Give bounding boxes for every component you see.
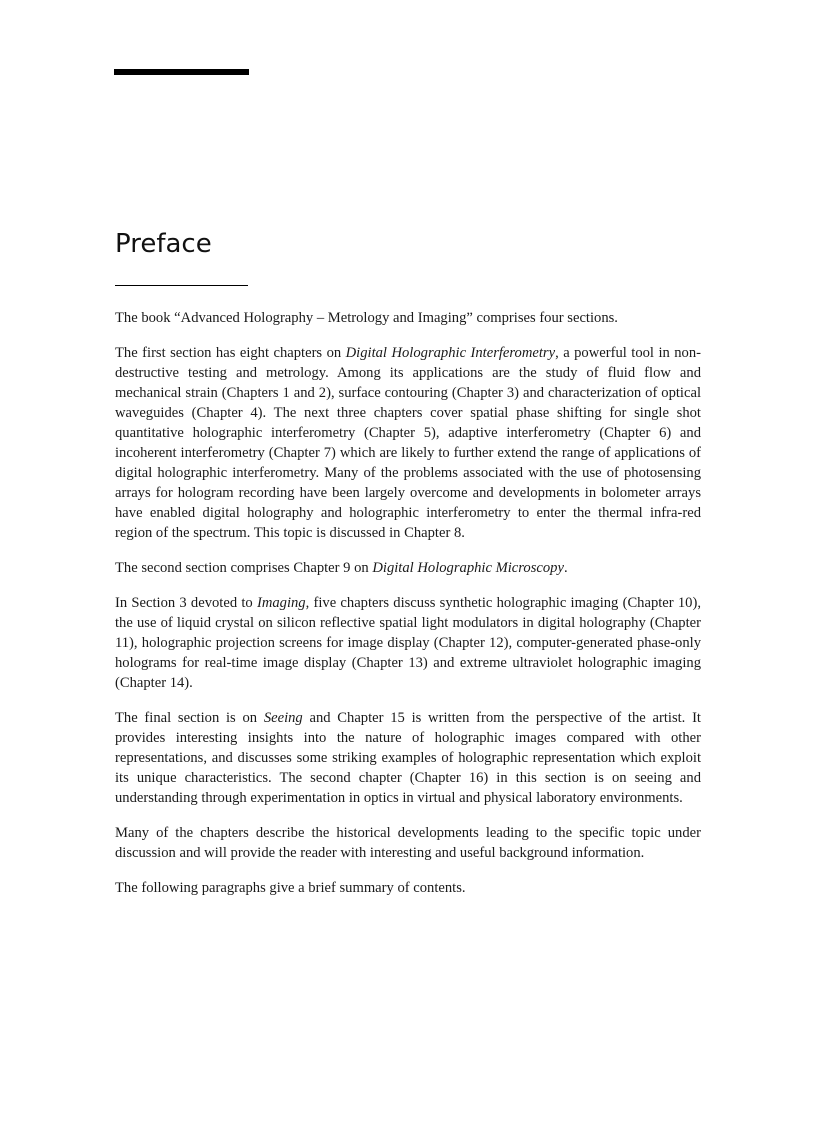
paragraph-intro: The book “Advanced Holography – Metrology and Imaging” comprises four sections.: [115, 310, 618, 326]
paragraph-text: and Chapter 15 is written from the perspective of the artist. It provides interesting insights into the nature of holographic images compared with other representations, and discusses some striking examples of holographic representation which exploit its unique characteristics. The second chapter (Chapter 16) in this section is on seeing and understanding through experimentation in optics in virtual and physical laboratory environments.: [115, 710, 701, 806]
paragraph-text: The second section comprises Chapter 9 on: [115, 560, 373, 576]
paragraph-text: The first section has eight chapters on: [115, 345, 346, 361]
paragraph-text: In Section 3 devoted to: [115, 595, 257, 611]
paragraph-historical: Many of the chapters describe the historical developments leading to the specific topic under discussion and will provide the reader with interesting and useful background information.: [115, 825, 701, 861]
italic-term: Imaging: [256, 595, 306, 611]
paragraph-text: .: [563, 560, 568, 576]
paragraph-section-2: [115, 558, 701, 578]
paragraph-text: , five chapters discuss synthetic holographic imaging (Chapter 10), the use of liquid crystal on silicon reflective spatial light modulators in digital holography (Chapter 11), holographic projection screens for image display (Chapter 12), computer-generated phase-only holograms for real-time image display (Chapter 13) and extreme ultraviolet holographic imaging (Chapter 14).: [115, 595, 701, 691]
paragraph-section-1: [115, 343, 701, 543]
italic-term: Seeing: [263, 710, 303, 726]
italic-term: Digital Holographic Microscopy: [372, 560, 564, 576]
paragraph-text: The final section is on: [115, 710, 264, 726]
title-underline: [115, 285, 248, 286]
paragraph-section-3: [115, 593, 701, 693]
page-title: Preface: [115, 229, 212, 259]
top-rule: [114, 69, 249, 75]
preface-body: [115, 308, 701, 913]
italic-term: Digital Holographic Interferometry: [345, 345, 556, 361]
paragraph-summary-lead: The following paragraphs give a brief summary of contents.: [115, 880, 466, 896]
paragraph-text: , a powerful tool in non-destructive testing and metrology. Among its applications are the study of fluid flow and mechanical strain (Chapters 1 and 2), surface contouring (Chapter 3) and characterization of optical waveguides (Chapter 4). The next three chapters cover spatial phase shifting for single shot quantitative holographic interferometry (Chapter 5), adaptive interferometry (Chapter 6) and incoherent interferometry (Chapter 7) which are likely to further extend the range of applications of digital holographic interferometry. Many of the problems associated with the use of photosensing arrays for hologram recording have been largely overcome and developments in bolometer arrays have enabled digital holography and holographic interferometry to enter the thermal infra-red region of the spectrum. This topic is discussed in Chapter 8.: [115, 345, 702, 541]
paragraph-section-4: [115, 708, 701, 808]
